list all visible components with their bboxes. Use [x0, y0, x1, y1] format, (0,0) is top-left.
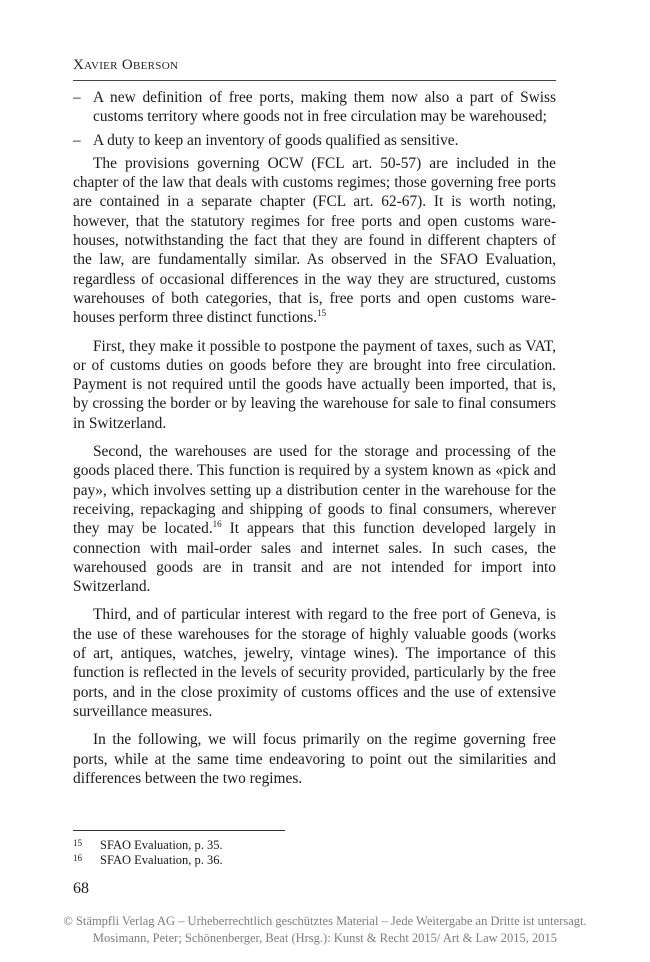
footnote-text: SFAO Evaluation, p. 35. — [100, 838, 223, 852]
paragraph-first-function — [73, 337, 556, 433]
paragraph-text: First, they make it possible to postpone the payment of taxes, such as VAT, or of customs duties on goods before they are brought into free circulation. Payment is not required until the goods have actually been imported, that is, by crossing the border or by leaving the warehouse for sale to final consumers in Switzerland. — [73, 337, 556, 432]
footnote-text: SFAO Evaluation, p. 36. — [100, 853, 223, 867]
running-head-author: Xavier Oberson — [73, 57, 179, 73]
footnotes — [73, 838, 556, 868]
footnote-number: 15 — [73, 838, 82, 848]
bullet-item — [73, 131, 556, 150]
bullet-dash: – — [73, 131, 81, 149]
bullet-item — [73, 88, 556, 127]
copyright-notice — [0, 913, 650, 947]
page-number: 68 — [73, 880, 89, 897]
paragraph-text: Second, the warehouses are used for the storage and processing of the goods placed there. This function is required by a system known as «pick and pay», which involves setting up a distribution center in the warehouse for the receiving, repackaging and shipping of goods to final consumers, wherever they may be located. — [73, 443, 556, 538]
footnote — [73, 853, 556, 868]
paragraph-text: Third, and of particular interest with regard to the free port of Geneva, is the use of these warehouses for the storage of highly valuable goods (works of art, antiques, watches, jewelry, vintage wines). The importance of this function is reflected in the levels of security provided, particularly by the free ports, and in the close proximity of customs offices and the use of extensive surveillance measures. — [73, 606, 556, 720]
paragraph-second-function — [73, 442, 556, 596]
copyright-line: © Stämpfli Verlag AG – Urheberrechtlich geschütztes Material – Jede Weitergabe an Dritte ist untersagt. — [63, 914, 587, 928]
footnote-ref[interactable]: 16 — [212, 519, 222, 530]
footnote — [73, 838, 556, 853]
paragraph-text: It appears that this function developed largely in connection with mail-order sales and internet sales. In such cases, the warehoused goods are in transit and are not intended for import into Switzerland. — [73, 520, 556, 596]
header-rule — [73, 80, 556, 81]
main-text — [73, 88, 556, 797]
bullet-text: A duty to keep an inventory of goods qualified as sensitive. — [93, 131, 459, 149]
footnote-ref[interactable]: 15 — [317, 308, 327, 319]
paragraph-text: The provisions governing OCW (FCL art. 50-57) are included in the chapter of the law that deals with customs regimes; those governing free ports are contained in a separate chapter (FCL art. 62-67). It is worth noting, however, that the statutory regimes for free ports and open customs warehouses, notwithstanding the fact that they are found in different chapters of the law, are fundamentally similar. As observed in the SFAO Evaluation, regardless of occasional differences in the way they are structured, customs warehouses of both categories, that is, free ports and open customs warehouses perform three distinct functions. — [73, 154, 556, 327]
footnote-rule — [73, 830, 285, 831]
paragraph-following — [73, 730, 556, 788]
paragraph-text: In the following, we will focus primarily on the regime governing free ports, while at the same time endeavoring to point out the similarities and differences between the two regimes. — [73, 731, 556, 787]
copyright-line: Mosimann, Peter; Schönenberger, Beat (Hrsg.): Kunst & Recht 2015/ Art & Law 2015, 2015 — [92, 931, 558, 945]
paragraph-provisions — [73, 154, 556, 328]
footnote-number: 16 — [73, 853, 82, 863]
bullet-text: A new definition of free ports, making them now also a part of Swiss customs territory where goods not in free circulation may be warehoused; — [93, 89, 556, 126]
paragraph-third-function — [73, 605, 556, 721]
bullet-dash: – — [73, 89, 81, 106]
